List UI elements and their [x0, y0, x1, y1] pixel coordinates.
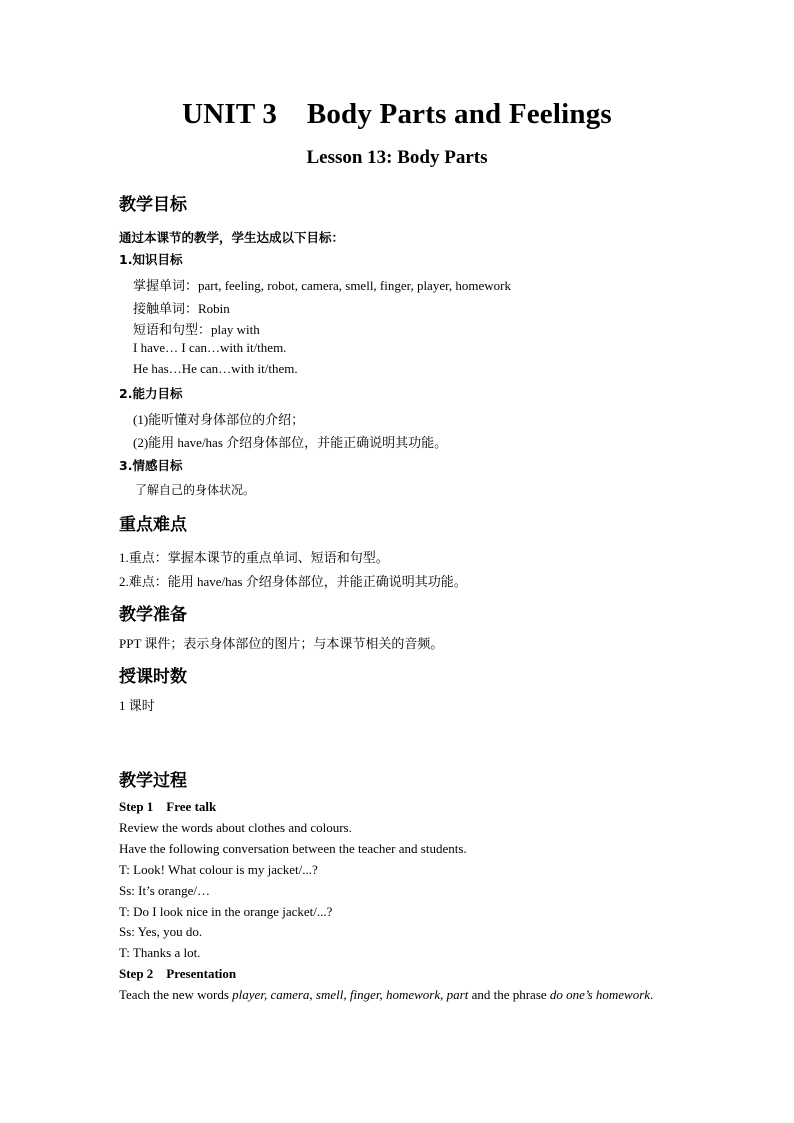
step2-title: Step 2 Presentation — [119, 966, 237, 981]
step2-phrase: do one’s homework — [549, 987, 651, 1002]
objectives-intro: 通过本课节的教学，学生达成以下目标： — [119, 230, 345, 245]
step1-line: T: Do I look nice in the orange jacket/...? — [119, 904, 333, 919]
section-heading-preparation: 教学准备 — [119, 605, 187, 625]
hours-text: 1 课时 — [119, 698, 155, 713]
knowledge-line: 短语和句型：play with — [133, 322, 260, 337]
step1-line: Have the following conversation between the teacher and students. — [119, 841, 467, 856]
step1-title: Step 1 Free talk — [119, 799, 217, 814]
unit-title: UNIT 3 Body Parts and Feelings — [182, 98, 612, 130]
step1-line: Review the words about clothes and colours. — [119, 820, 352, 835]
emotion-heading: 3.情感目标 — [119, 458, 183, 473]
step2-text: Teach the new words — [119, 987, 233, 1002]
step1-line: Ss: It’s orange/… — [119, 883, 210, 898]
lesson-title: Lesson 13: Body Parts — [306, 147, 488, 168]
emotion-line: 了解自己的身体状况。 — [135, 483, 256, 497]
key-point-line: 1.重点：掌握本课节的重点单词、短语和句型。 — [119, 550, 389, 565]
section-heading-objectives: 教学目标 — [119, 195, 187, 215]
preparation-text: PPT 课件；表示身体部位的图片；与本课节相关的音频。 — [119, 636, 444, 651]
section-heading-hours: 授课时数 — [119, 667, 187, 687]
knowledge-heading: 1.知识目标 — [119, 252, 183, 267]
knowledge-line: I have… I can…with it/them. — [133, 340, 287, 355]
ability-line: (1)能听懂对身体部位的介绍； — [133, 412, 305, 427]
knowledge-line: 接触单词：Robin — [133, 301, 230, 316]
step2-text: and the phrase — [468, 987, 550, 1002]
step2-paragraph — [119, 984, 672, 1005]
knowledge-line: He has…He can…with it/them. — [133, 361, 298, 376]
knowledge-line: 掌握单词：part, feeling, robot, camera, smell, finger, player, homework — [133, 278, 512, 293]
step1-line: T: Look! What colour is my jacket/...? — [119, 862, 318, 877]
ability-heading: 2.能力目标 — [119, 386, 183, 401]
section-heading-key-points: 重点难点 — [119, 515, 187, 535]
step2-comma: , — [440, 987, 447, 1002]
step2-word-part: part — [446, 987, 469, 1002]
section-heading-process: 教学过程 — [119, 771, 187, 791]
ability-line: (2)能用 have/has 介绍身体部位，并能正确说明其功能。 — [133, 435, 448, 450]
step2-text: . — [650, 987, 654, 1002]
step1-line: T: Thanks a lot. — [119, 945, 201, 960]
step2-new-words: player, camera, smell, finger, homework — [232, 987, 441, 1002]
key-point-line: 2.难点：能用 have/has 介绍身体部位，并能正确说明其功能。 — [119, 574, 467, 589]
step1-line: Ss: Yes, you do. — [119, 924, 203, 939]
